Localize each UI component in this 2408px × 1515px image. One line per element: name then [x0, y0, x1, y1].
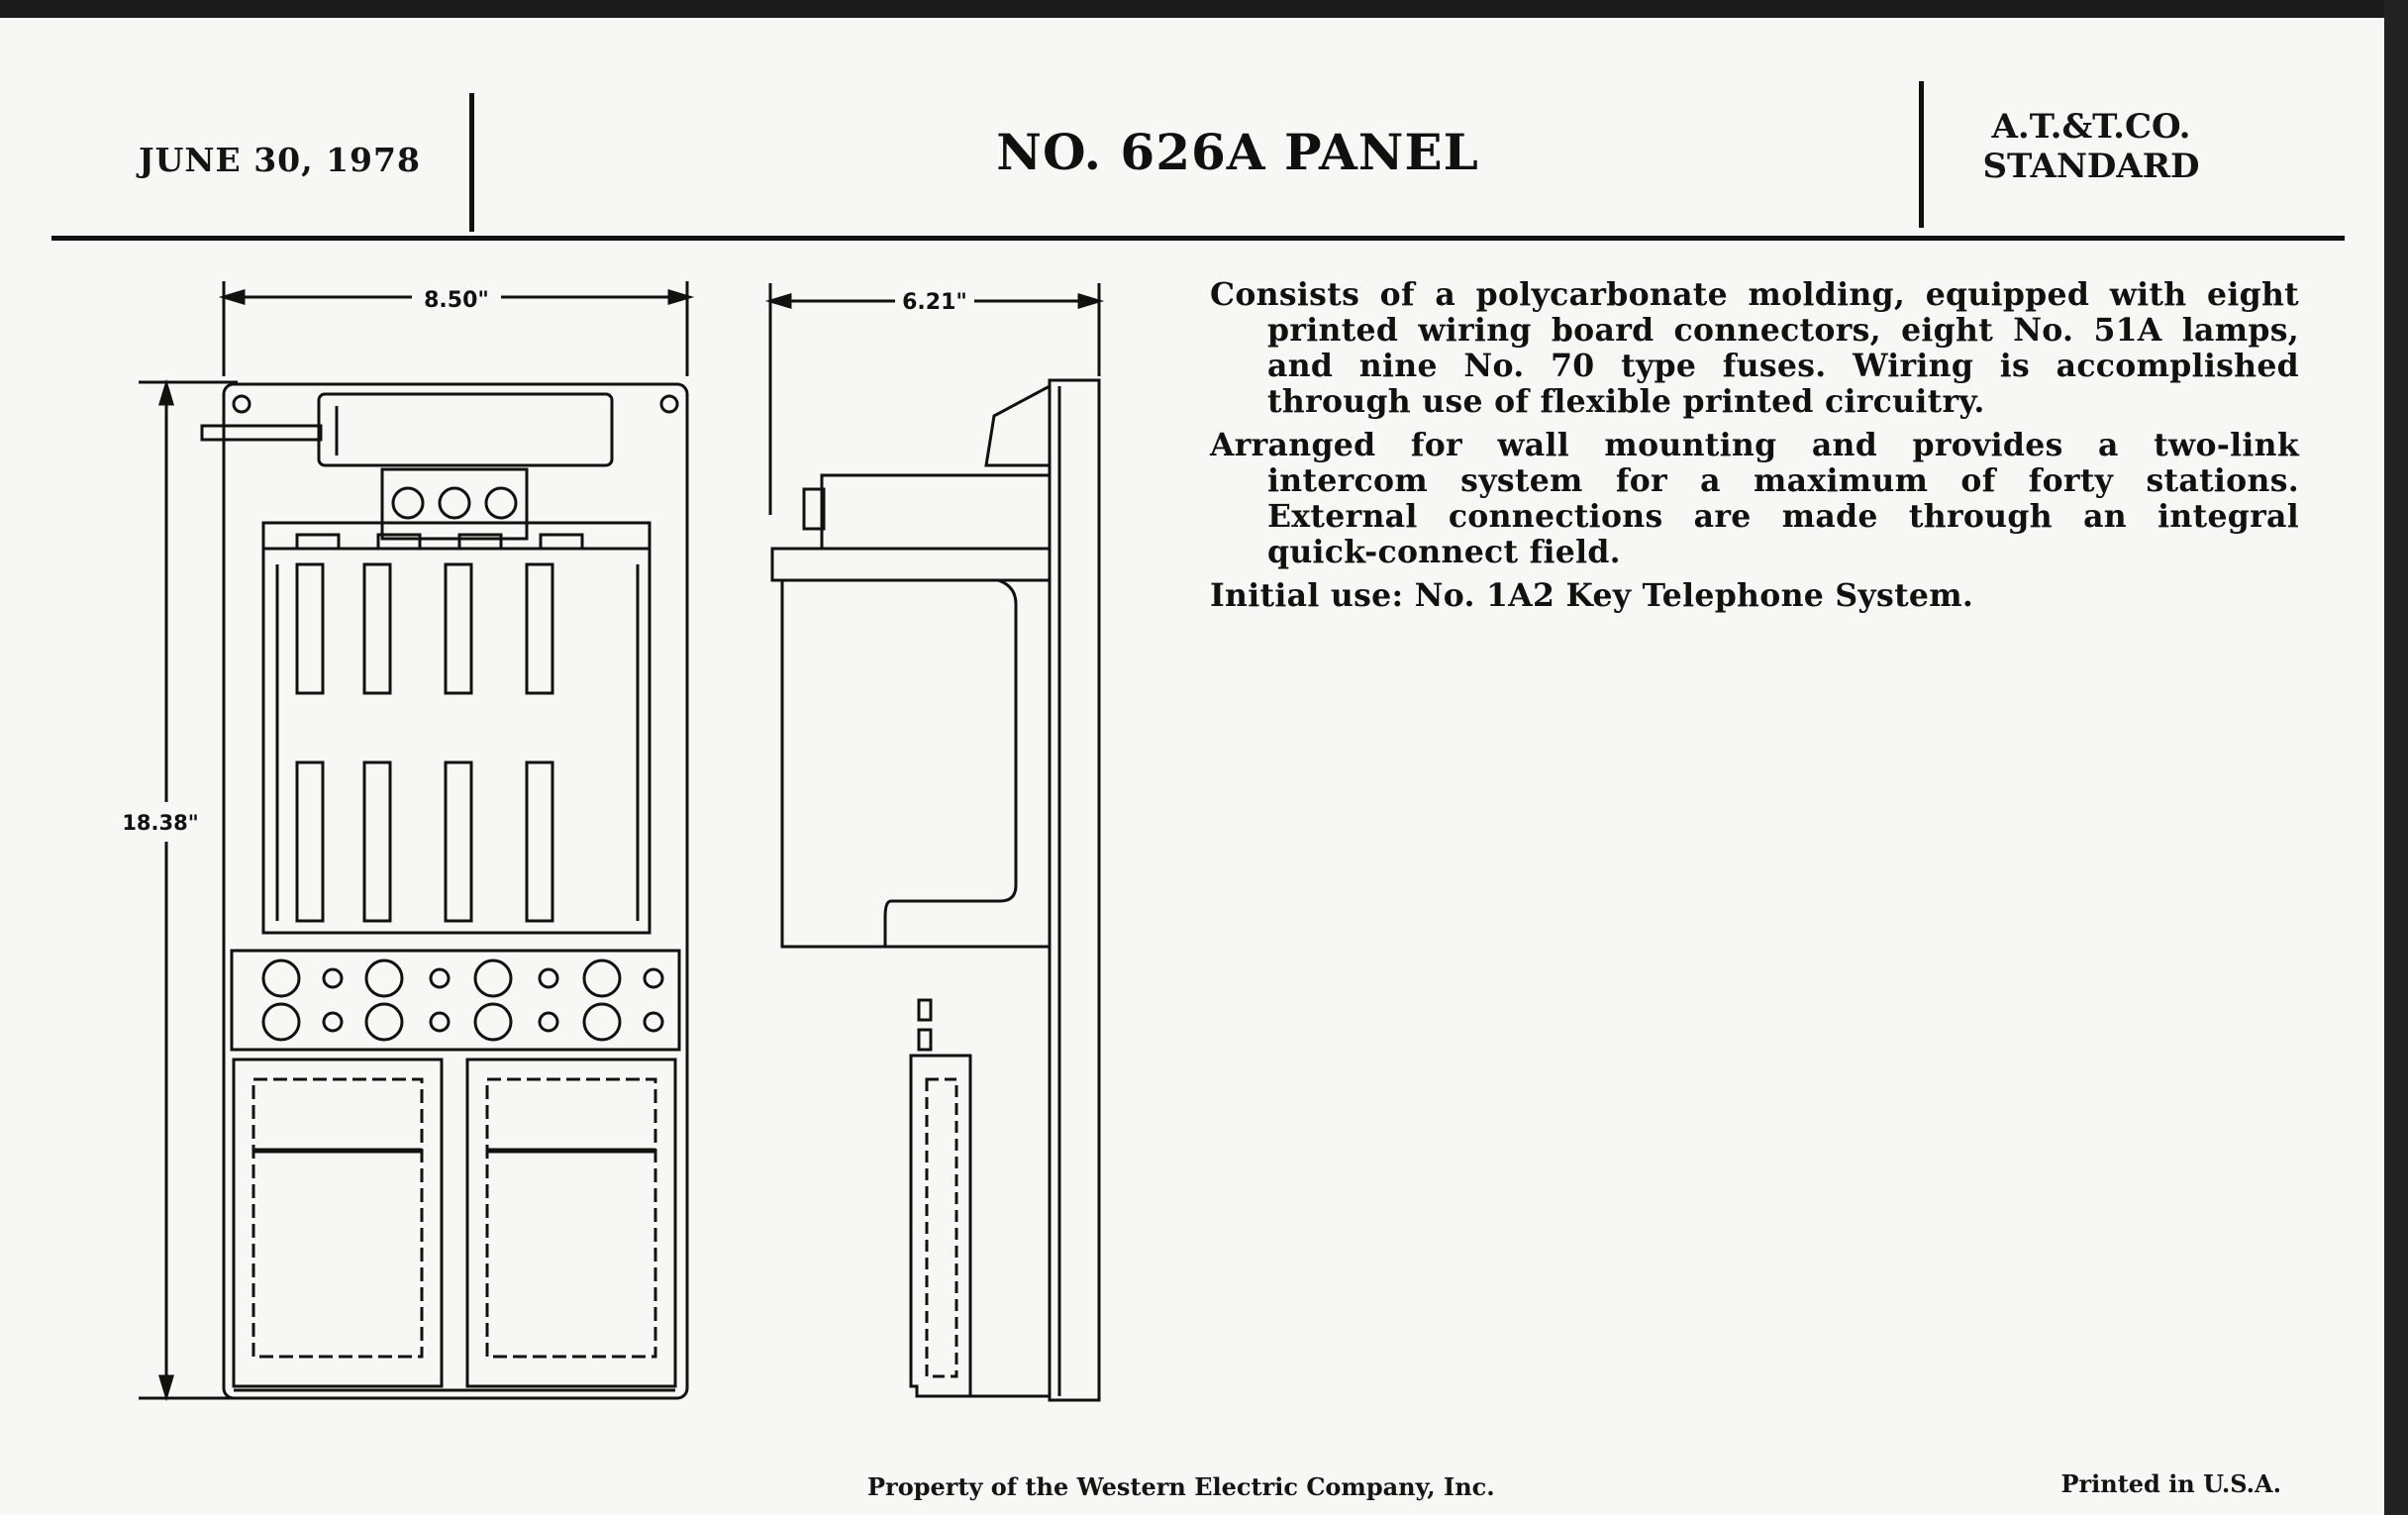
side-view	[772, 380, 1099, 1400]
header-standard	[1943, 107, 2240, 186]
panel-drawing	[99, 267, 1267, 1436]
standard-line-2: STANDARD	[1982, 147, 2200, 186]
width-label: 8.50"	[424, 288, 489, 313]
height-label: 18.38"	[122, 811, 199, 835]
header-rule	[51, 236, 2345, 241]
standard-line-1: A.T.&T.CO.	[1991, 107, 2191, 147]
footer-printed: Printed in U.S.A.	[2060, 1469, 2281, 1498]
description-paragraph-3: Initial use: No. 1A2 Key Telephone System.	[1210, 577, 1974, 614]
footer-property: Property of the Western Electric Company, Inc.	[867, 1472, 1495, 1501]
page-title: NO. 626A PANEL	[996, 123, 1479, 181]
scan-edge	[2384, 0, 2408, 1515]
front-view	[202, 384, 687, 1398]
height-dimension	[122, 382, 238, 1398]
description-paragraph-2: Arranged for wall mounting and provides a two-link intercom system for a maximum of forty stations. External connections are made through an integral quick-connect field.	[1210, 427, 2299, 570]
header-date: JUNE 30, 1978	[139, 141, 421, 179]
width-dimension	[224, 281, 689, 376]
description-paragraph-1: Consists of a polycarbonate molding, equipped with eight printed wiring board connectors, eight No. 51A lamps, and nine No. 70 type fuses. Wiring is accomplished through use of flexible printed circuitry.	[1210, 276, 2299, 420]
header-divider-left	[469, 93, 474, 232]
header-divider-right	[1919, 81, 1924, 228]
description	[1210, 277, 2299, 622]
depth-label: 6.21"	[902, 290, 967, 315]
